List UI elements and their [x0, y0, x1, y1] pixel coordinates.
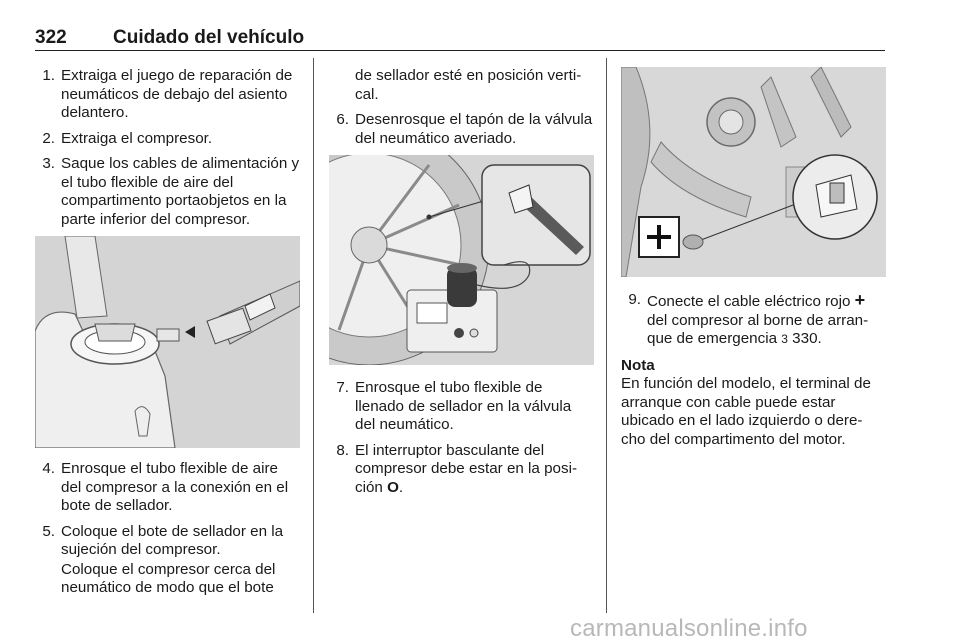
rocker-off-symbol: O	[387, 478, 399, 496]
step-1: 1. Extraiga el juego de reparación de neumáticos de debajo del asiento delantero.	[42, 67, 293, 121]
tire-valve-illustration	[329, 155, 594, 365]
note-title: Nota	[621, 356, 655, 374]
hose-connection-illustration	[35, 236, 300, 448]
step-8: 8. El interruptor basculante del compresor debe estar en la posi-ción O.	[336, 441, 578, 496]
step-6: 6. Desenrosque el tapón de la válvula del neumático averiado.	[336, 111, 593, 147]
step-5-continuation: Coloque el compresor cerca del neumático de modo que el bote	[61, 560, 276, 596]
step-7: 7. Enrosque el tubo flexible de llenado de sellador en la válvula del neumático.	[336, 379, 572, 433]
header-rule	[35, 50, 885, 51]
step-3: 3. Saque los cables de alimentación y el tubo flexible de aire del compartimento portaobjetos en la parte inferior del compresor.	[42, 155, 300, 228]
engine-terminal-illustration	[621, 67, 886, 277]
step-9: 9. Conecte el cable eléctrico rojo + del compresor al borne de arran-que de emergencia 3 330.	[628, 290, 869, 347]
step-5: 5. Coloque el bote de sellador en la sujeción del compresor.	[42, 522, 284, 558]
step-4: 4. Enrosque el tubo flexible de aire del compresor a la conexión en el bote de sellador.	[42, 460, 289, 514]
column-1	[35, 67, 300, 598]
page-reference-icon: 3	[781, 332, 788, 346]
column-divider-1	[313, 58, 314, 613]
page-number: 322	[35, 27, 67, 48]
column-3	[621, 67, 886, 449]
column-2	[329, 67, 594, 504]
step-2: 2. Extraiga el compresor.	[42, 129, 213, 147]
plus-symbol: +	[854, 290, 866, 310]
column-divider-2	[606, 58, 607, 613]
step-5-continued-text: de sellador esté en posición verti-cal.	[355, 67, 582, 103]
watermark: carmanualsonline.info	[570, 615, 808, 642]
note-text: En función del modelo, el terminal de arranque con cable puede estar ubicado en el lado izquierdo o dere-cho del compartimento del motor.	[621, 375, 871, 448]
page-title: Cuidado del vehículo	[113, 27, 305, 48]
